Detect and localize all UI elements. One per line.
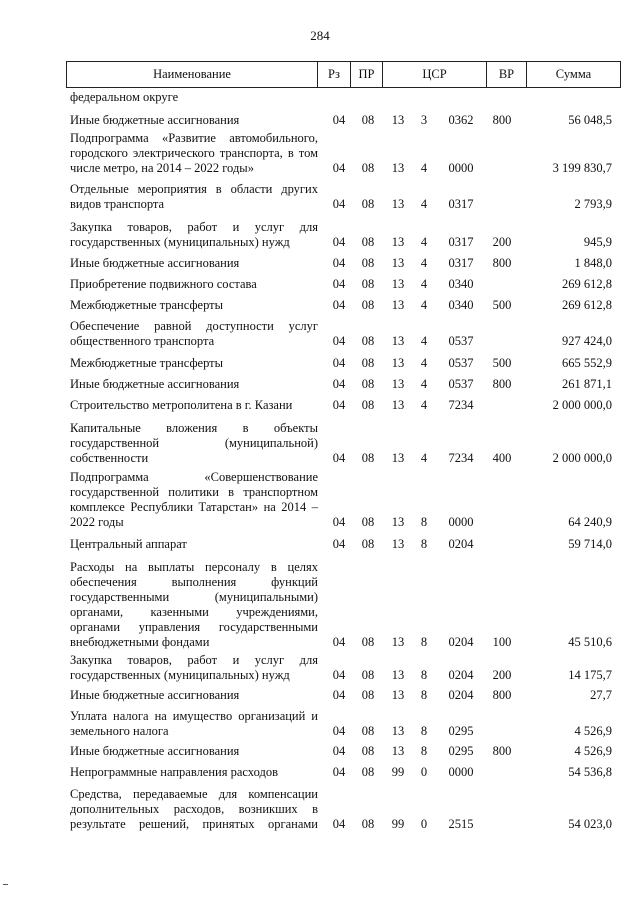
cell-pr: 08 — [361, 356, 375, 370]
cell-c3: 0295 — [448, 744, 474, 758]
cell-c1: 13 — [391, 377, 405, 391]
row-name: Подпрограмма «Совершенствование государственной политики в транспортном комплексе Республики Татарстан» на 2014 – 2022 годы — [70, 470, 318, 529]
cell-c2: 4 — [420, 161, 428, 175]
cell-pr: 08 — [361, 451, 375, 465]
cell-c2: 8 — [420, 688, 428, 702]
cell-c1: 13 — [391, 537, 405, 551]
cell-rz: 04 — [332, 356, 346, 370]
cell-c2: 0 — [420, 765, 428, 779]
cell-pr: 08 — [361, 744, 375, 758]
cell-pr: 08 — [361, 298, 375, 312]
cell-c3: 0204 — [448, 668, 474, 682]
cell-pr: 08 — [361, 724, 375, 738]
cell-sum: 3 199 830,7 — [552, 161, 612, 175]
table-row — [0, 653, 640, 683]
page-number: 284 — [310, 28, 330, 43]
cell-sum: 945,9 — [583, 235, 612, 249]
table-row — [0, 398, 640, 413]
cell-c3: 0340 — [448, 277, 474, 291]
cell-rz: 04 — [332, 744, 346, 758]
cell-c2: 4 — [420, 451, 428, 465]
cell-pr: 08 — [361, 688, 375, 702]
cell-rz: 04 — [332, 668, 346, 682]
cell-c1: 13 — [391, 277, 405, 291]
header-csr: ЦСР — [382, 62, 486, 87]
cell-sum: 14 175,7 — [568, 668, 612, 682]
cell-sum: 269 612,8 — [562, 277, 612, 291]
cell-pr: 08 — [361, 765, 375, 779]
cell-sum: 59 714,0 — [568, 537, 612, 551]
cell-rz: 04 — [332, 635, 346, 649]
row-name: Закупка товаров, работ и услуг для государственных (муниципальных) нужд — [70, 653, 318, 682]
header-name: Наименование — [153, 67, 231, 81]
cell-c3: 0537 — [448, 356, 474, 370]
table-row — [0, 113, 640, 128]
cell-pr: 08 — [361, 256, 375, 270]
cell-c3: 0000 — [448, 765, 474, 779]
cell-rz: 04 — [332, 398, 346, 412]
table-row — [0, 356, 640, 371]
cell-vr: 800 — [492, 256, 512, 270]
cell-c2: 8 — [420, 515, 428, 529]
cell-c1: 13 — [391, 635, 405, 649]
cell-c3: 0317 — [448, 256, 474, 270]
cell-c1: 13 — [391, 298, 405, 312]
continuation-text: федеральном округе — [70, 90, 179, 104]
cell-vr: 800 — [492, 744, 512, 758]
row-name: Иные бюджетные ассигнования — [70, 744, 240, 758]
cell-c2: 4 — [420, 298, 428, 312]
cell-c1: 13 — [391, 235, 405, 249]
row-name: Приобретение подвижного состава — [70, 277, 257, 291]
cell-c3: 0204 — [448, 537, 474, 551]
table-row — [0, 765, 640, 780]
header-pr: ПР — [350, 62, 382, 87]
cell-sum: 2 000 000,0 — [552, 451, 612, 465]
cell-vr: 400 — [492, 451, 512, 465]
table-row — [0, 787, 640, 832]
cell-c2: 0 — [420, 817, 428, 831]
cell-c1: 13 — [391, 668, 405, 682]
header-sum: Сумма — [526, 62, 620, 87]
cell-pr: 08 — [361, 334, 375, 348]
cell-c3: 2515 — [448, 817, 474, 831]
cell-rz: 04 — [332, 515, 346, 529]
table-row — [0, 277, 640, 292]
cell-rz: 04 — [332, 197, 346, 211]
cell-c3: 0204 — [448, 635, 474, 649]
cell-rz: 04 — [332, 298, 346, 312]
cell-c3: 0537 — [448, 377, 474, 391]
row-name: Иные бюджетные ассигнования — [70, 377, 240, 391]
row-name: Уплата налога на имущество организаций и земельного налога — [70, 709, 318, 738]
row-name: Расходы на выплаты персоналу в целях обеспечения выполнения функций государственными (муниципальными) органами, казенными учреждениями, органами управления государственными внебюджетными фондами — [70, 560, 318, 649]
cell-rz: 04 — [332, 113, 346, 127]
cell-rz: 04 — [332, 256, 346, 270]
cell-sum: 45 510,6 — [568, 635, 612, 649]
cell-c2: 8 — [420, 668, 428, 682]
cell-pr: 08 — [361, 161, 375, 175]
cell-c2: 4 — [420, 377, 428, 391]
cell-sum: 2 793,9 — [574, 197, 612, 211]
table-row — [0, 182, 640, 212]
cell-pr: 08 — [361, 197, 375, 211]
table-row — [0, 131, 640, 176]
cell-c1: 13 — [391, 451, 405, 465]
table-row — [0, 688, 640, 703]
cell-c1: 13 — [391, 356, 405, 370]
cell-sum: 1 848,0 — [574, 256, 612, 270]
cell-c2: 4 — [420, 197, 428, 211]
row-name: Межбюджетные трансферты — [70, 356, 224, 370]
cell-rz: 04 — [332, 765, 346, 779]
header-vr: ВР — [486, 62, 526, 87]
cell-c3: 0000 — [448, 515, 474, 529]
cell-c3: 0317 — [448, 235, 474, 249]
table-row — [0, 256, 640, 271]
cell-pr: 08 — [361, 817, 375, 831]
cell-sum: 2 000 000,0 — [552, 398, 612, 412]
cell-sum: 54 536,8 — [568, 765, 612, 779]
cell-c2: 4 — [420, 277, 428, 291]
cell-c1: 13 — [391, 197, 405, 211]
table-row — [0, 220, 640, 250]
cell-c3: 7234 — [448, 451, 474, 465]
row-name: Подпрограмма «Развитие автомобильного, городского электрического транспорта, в том числе метро, на 2014 – 2022 годы» — [70, 131, 318, 175]
cell-c3: 7234 — [448, 398, 474, 412]
cell-vr: 800 — [492, 688, 512, 702]
cell-sum: 64 240,9 — [568, 515, 612, 529]
table-row — [0, 537, 640, 552]
cell-c1: 13 — [391, 724, 405, 738]
table-row — [0, 470, 640, 530]
cell-rz: 04 — [332, 724, 346, 738]
cell-c1: 13 — [391, 334, 405, 348]
cell-rz: 04 — [332, 537, 346, 551]
cell-c2: 4 — [420, 256, 428, 270]
cell-c3: 0340 — [448, 298, 474, 312]
row-name: Иные бюджетные ассигнования — [70, 113, 240, 127]
cell-c1: 13 — [391, 113, 405, 127]
row-name: Строительство метрополитена в г. Казани — [70, 398, 293, 412]
cell-c2: 8 — [420, 537, 428, 551]
table-row — [0, 421, 640, 466]
cell-c2: 8 — [420, 635, 428, 649]
cell-c1: 13 — [391, 398, 405, 412]
row-name: Иные бюджетные ассигнования — [70, 256, 240, 270]
table-row — [0, 377, 640, 392]
row-name: Иные бюджетные ассигнования — [70, 688, 240, 702]
table-row — [0, 709, 640, 739]
cell-vr: 500 — [492, 298, 512, 312]
cell-c3: 0295 — [448, 724, 474, 738]
cell-sum: 27,7 — [590, 688, 612, 702]
scan-mark — [3, 884, 8, 885]
cell-c1: 13 — [391, 256, 405, 270]
cell-vr: 800 — [492, 377, 512, 391]
cell-rz: 04 — [332, 334, 346, 348]
row-name: Закупка товаров, работ и услуг для государственных (муниципальных) нужд — [70, 220, 318, 249]
cell-rz: 04 — [332, 377, 346, 391]
cell-sum: 665 552,9 — [562, 356, 612, 370]
cell-pr: 08 — [361, 377, 375, 391]
cell-rz: 04 — [332, 817, 346, 831]
cell-c3: 0000 — [448, 161, 474, 175]
cell-c2: 4 — [420, 334, 428, 348]
cell-pr: 08 — [361, 235, 375, 249]
cell-c3: 0362 — [448, 113, 474, 127]
table-row — [0, 319, 640, 349]
cell-rz: 04 — [332, 161, 346, 175]
cell-c2: 4 — [420, 235, 428, 249]
cell-c3: 0204 — [448, 688, 474, 702]
cell-sum: 4 526,9 — [574, 744, 612, 758]
row-name: Непрограммные направления расходов — [70, 765, 278, 779]
row-name: Центральный аппарат — [70, 537, 187, 551]
cell-rz: 04 — [332, 688, 346, 702]
table-row — [0, 298, 640, 313]
cell-pr: 08 — [361, 635, 375, 649]
cell-c1: 99 — [391, 765, 405, 779]
cell-c3: 0317 — [448, 197, 474, 211]
table-row — [0, 744, 640, 759]
cell-c1: 13 — [391, 161, 405, 175]
row-name: Межбюджетные трансферты — [70, 298, 224, 312]
cell-c2: 3 — [420, 113, 428, 127]
cell-c2: 4 — [420, 356, 428, 370]
row-name: Отдельные мероприятия в области других видов транспорта — [70, 182, 318, 211]
cell-rz: 04 — [332, 277, 346, 291]
cell-vr: 200 — [492, 235, 512, 249]
cell-pr: 08 — [361, 398, 375, 412]
cell-c1: 13 — [391, 744, 405, 758]
cell-pr: 08 — [361, 515, 375, 529]
cell-sum: 54 023,0 — [568, 817, 612, 831]
cell-pr: 08 — [361, 668, 375, 682]
cell-vr: 200 — [492, 668, 512, 682]
table-row — [0, 560, 640, 650]
cell-c3: 0537 — [448, 334, 474, 348]
table-header — [66, 61, 621, 88]
cell-rz: 04 — [332, 451, 346, 465]
cell-vr: 800 — [492, 113, 512, 127]
cell-sum: 261 871,1 — [562, 377, 612, 391]
cell-vr: 100 — [492, 635, 512, 649]
cell-rz: 04 — [332, 235, 346, 249]
cell-c2: 8 — [420, 724, 428, 738]
cell-c2: 8 — [420, 744, 428, 758]
row-name: Обеспечение равной доступности услуг общественного транспорта — [70, 319, 318, 348]
cell-pr: 08 — [361, 113, 375, 127]
cell-c2: 4 — [420, 398, 428, 412]
row-name: Средства, передаваемые для компенсации дополнительных расходов, возникших в результате решений, принятых органами — [70, 787, 318, 831]
row-name: Капитальные вложения в объекты государственной (муниципальной) собственности — [70, 421, 318, 465]
cell-sum: 4 526,9 — [574, 724, 612, 738]
cell-sum: 927 424,0 — [562, 334, 612, 348]
cell-c1: 13 — [391, 515, 405, 529]
cell-c1: 13 — [391, 688, 405, 702]
cell-sum: 56 048,5 — [568, 113, 612, 127]
cell-vr: 500 — [492, 356, 512, 370]
cell-c1: 99 — [391, 817, 405, 831]
cell-sum: 269 612,8 — [562, 298, 612, 312]
cell-pr: 08 — [361, 277, 375, 291]
header-rz: Рз — [317, 62, 350, 87]
cell-pr: 08 — [361, 537, 375, 551]
